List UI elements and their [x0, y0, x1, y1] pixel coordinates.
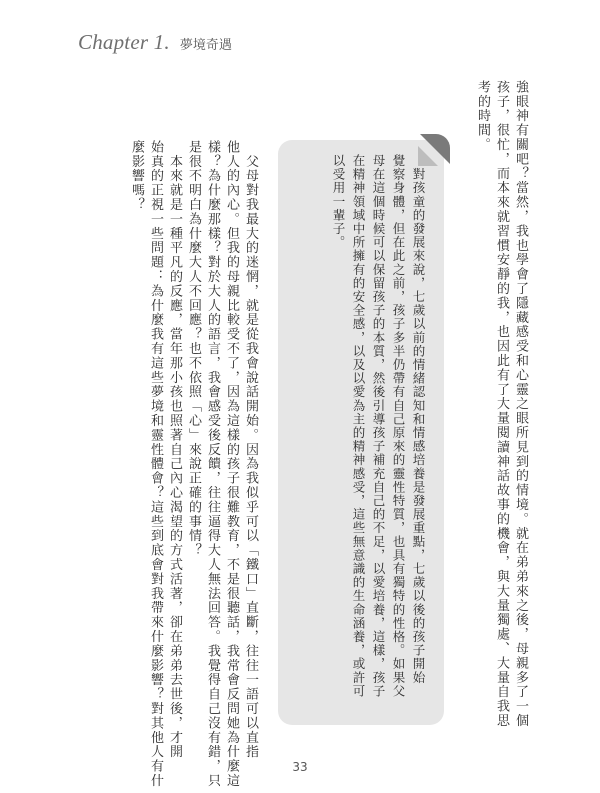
callout-column: 母在這個時候可以保留孩子的本質，然後引導孩子補充自己的不足，以愛培養，這樣，孩子 — [371, 154, 386, 698]
text-column: 強眼神有關吧？當然，我也學會了隱藏感受和心靈之眼所見到的情境。就在弟弟來之後，母親多了一個 — [513, 80, 528, 728]
text-column: 父母對我最大的迷惘，就是從我會說話開始。因為我似乎可以「鐵口」直斷，往往一語可以直指 — [243, 140, 258, 760]
text-column: 始真的正視一些問題：為什麼我有這些夢境和靈性體會？這些到底會對我帶來什麼影響？對其他人有什 — [148, 140, 163, 788]
callout-text — [328, 154, 428, 710]
running-header — [78, 30, 232, 54]
callout-column: 在精神領域中所擁有的安全感，以及以愛為主的精神感受，這些無意識的生命涵養，或許可 — [351, 154, 366, 698]
callout-box — [278, 140, 444, 725]
callout-column: 以受用一輩子。 — [331, 154, 346, 250]
text-column: 他人的內心。但我的母親比較受不了，因為這樣的孩子很難教育，不是很聽話，我常會反問她為什麼這 — [224, 140, 239, 788]
text-column: 麼影響嗎？ — [129, 140, 144, 212]
callout-column: 覺察身體，但在此之前，孩子多半仍帶有自己原來的靈性特質，也具有獨特的性格。如果父 — [391, 154, 406, 698]
text-column: 樣？為什麼那樣？對於大人的語言，我會感受後反饋，往往逼得大人無法回答。我覺得自己沒有錯，只 — [205, 140, 220, 788]
body-paragraph-main — [127, 140, 260, 788]
body-paragraph-top — [473, 80, 530, 728]
chapter-label: Chapter 1. — [78, 30, 170, 54]
callout-column: 對孩童的發展來說，七歲以前的情緒認知和情感培養是發展重點，七歲以後的孩子開始 — [411, 154, 426, 685]
text-column: 本來就是一種平凡的反應，當年那小孩也照著自己內心渴望的方式活著，卻在弟弟去世後，才開 — [167, 140, 182, 760]
text-column: 是很不明白為什麼大人不回應？也不依照「心」來說正確的事情？ — [186, 140, 201, 558]
page-number: 33 — [292, 760, 308, 774]
text-column: 考的時間。 — [475, 80, 490, 152]
text-column: 孩子，很忙，而本來就習慣安靜的我，也因此有了大量閱讀神話故事的機會，與大量獨處、大量自我思 — [494, 80, 509, 728]
chapter-title: 夢境奇遇 — [179, 38, 232, 53]
